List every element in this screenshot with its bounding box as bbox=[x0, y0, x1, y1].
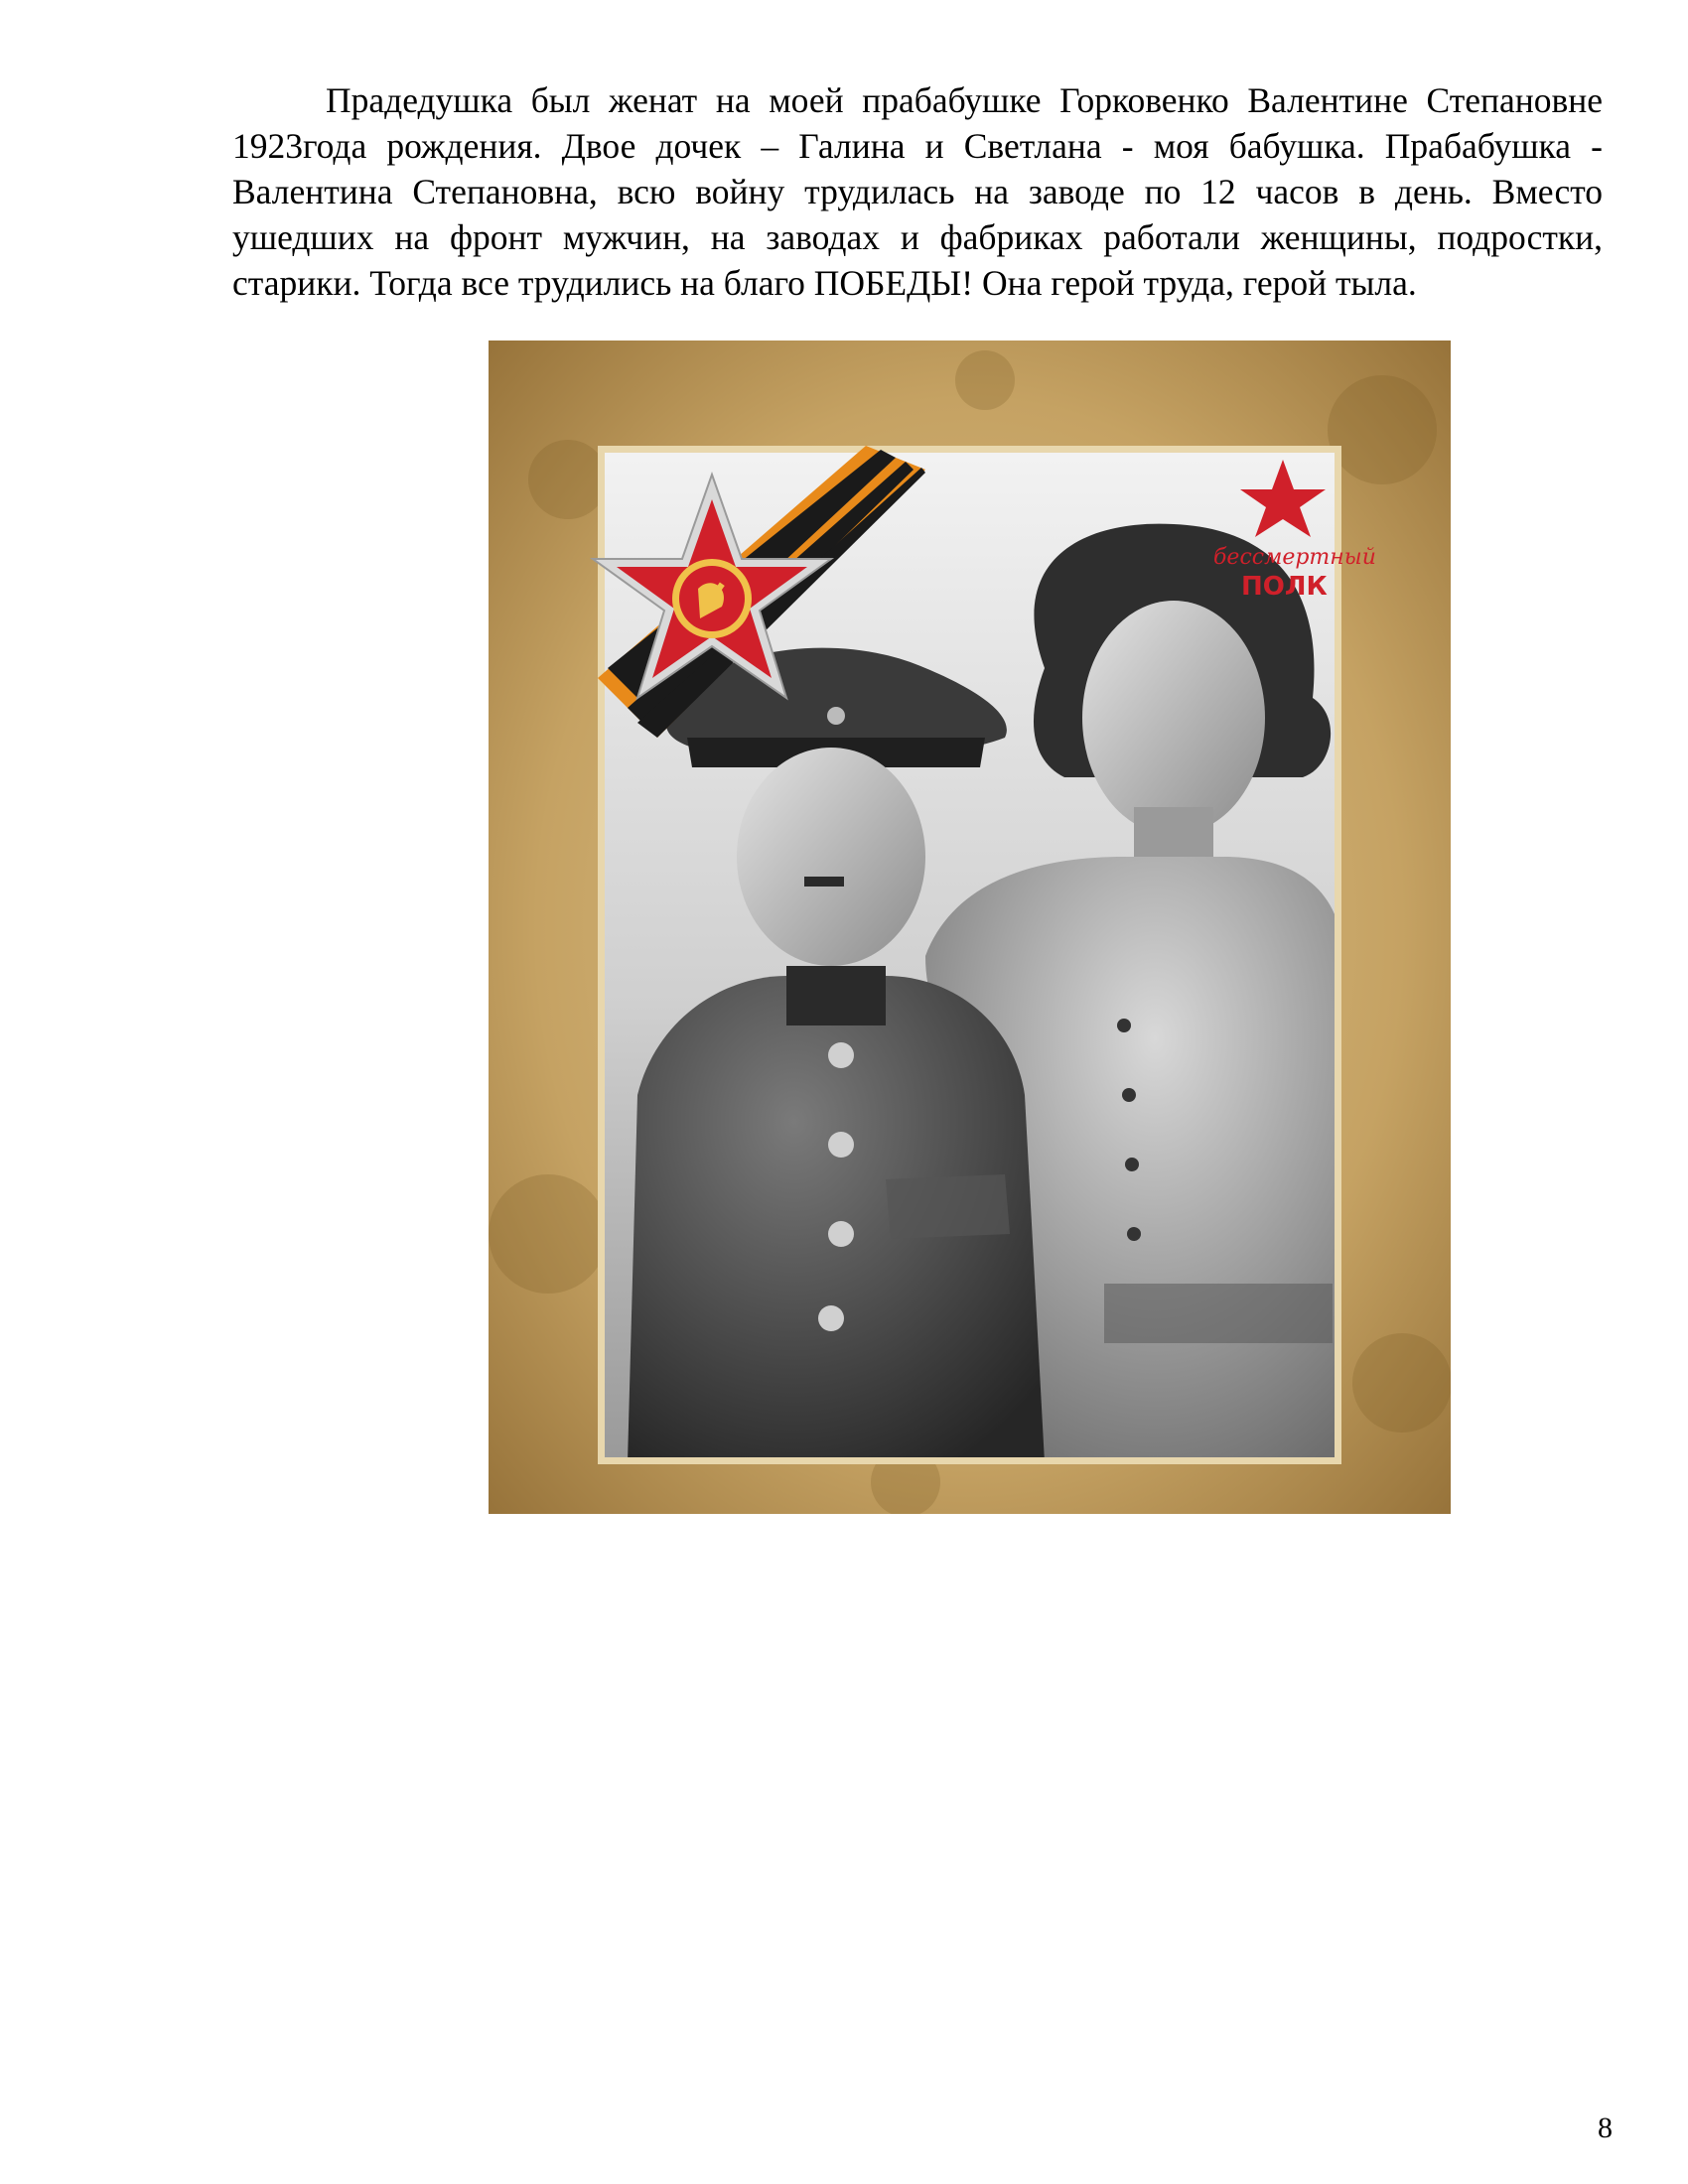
logo-word-text: ПОЛК bbox=[1241, 572, 1328, 602]
family-photo bbox=[489, 341, 1451, 1514]
page-number: 8 bbox=[1598, 2112, 1613, 2144]
paragraph: Прадедушка был женат на моей прабабушке Горковенко Валентине Степановне 1923года рождения. Двое дочек – Галина и Светлана - моя бабушка. Прабабушка - Валентина Степановна, всю войну трудилась на заводе по 12 часов в день. Вместо ушедших на фронт мужчин, на заводах и фабриках работали женщины, подростки, старики. Тогда все трудились на благо ПОБЕДЫ! Она герой труда, герой тыла. bbox=[232, 80, 1603, 303]
logo-script-text: бессмертный bbox=[1213, 545, 1376, 570]
body-text bbox=[232, 77, 1603, 306]
photo-illustration bbox=[489, 341, 1451, 1514]
